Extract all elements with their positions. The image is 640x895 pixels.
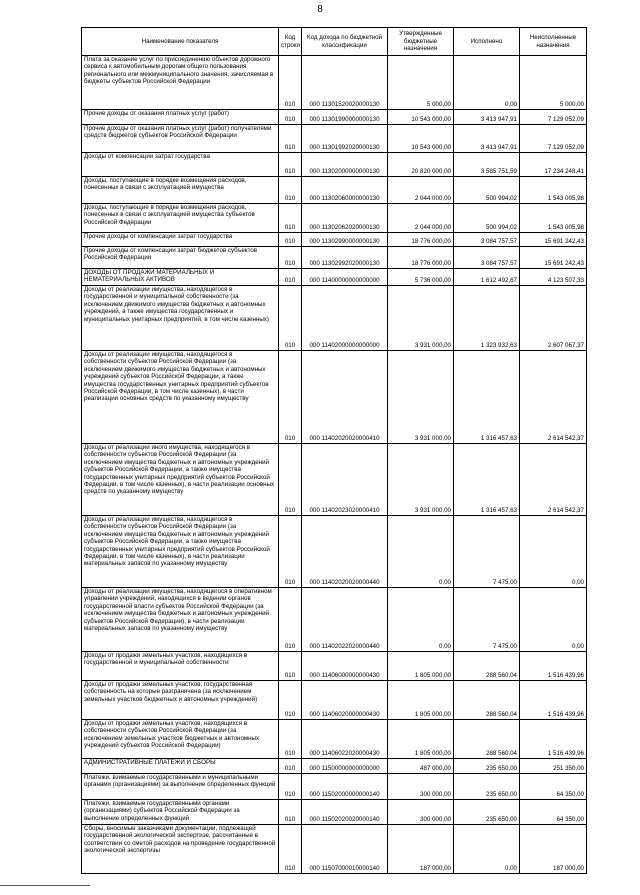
cell-approved: 2 044 000,00 — [388, 177, 454, 204]
cell-classification-code: 000 11302060000000130 — [302, 177, 388, 204]
cell-remaining: 2 614 542,37 — [520, 351, 587, 444]
cell-executed: 500 994,02 — [454, 204, 520, 233]
cell-line-code: 010 — [279, 56, 302, 110]
table-row — [82, 681, 587, 720]
cell-indicator-name: Сборы, вносимые заказчиками документации, подлежащей государственной экологической экспертизе, рассчитанные в соответствии со сметой расходов на проведение государственной экологической экспертизы — [82, 825, 279, 874]
cell-remaining: 1 543 005,98 — [520, 177, 587, 204]
cell-remaining: 15 691 242,43 — [520, 233, 587, 247]
cell-remaining: 0,00 — [520, 588, 587, 652]
cell-classification-code: 000 11402022020000440 — [302, 588, 388, 652]
cell-indicator-name: Плата за оказание услуг по присоединению объектов дорожного сервиса к автомобильным дорогам общего пользования регионального или межмуниципального значения, зачисляемая в бюджеты субъектов Российской Федерации — [82, 56, 279, 110]
cell-indicator-name: Доходы от реализации имущества, находящегося в оперативном управлении учреждений, находящихся в ведении органов государственной власти субъектов Российской Федерации (за исключением имущества бюджетных и автономных учреждений субъектов Российской Федерации), в части реализации материальных запасов по указанному имуществу — [82, 588, 279, 652]
cell-approved: 1 805 000,00 — [388, 652, 454, 681]
cell-classification-code: 000 11402000000000000 — [302, 286, 388, 351]
cell-approved: 3 931 000,00 — [388, 444, 454, 516]
cell-indicator-name: Доходы от реализации имущества, находящегося в государственной и муниципальной собственности (за исключением движимого имущества бюджетных и автономных учреждений, а также имущества государственных и муниципальных унитарных предприятий, в том числе казенных) — [82, 286, 279, 351]
cell-line-code: 010 — [279, 269, 302, 286]
cell-executed: 1 612 492,67 — [454, 269, 520, 286]
cell-line-code: 010 — [279, 125, 302, 153]
table-row — [82, 444, 587, 516]
cell-indicator-name: Платежи, взимаемые государственными и муниципальными органами (организациями) за выполнение определенных функций — [82, 774, 279, 800]
cell-approved: 18 776 000,00 — [388, 247, 454, 269]
cell-approved: 3 931 000,00 — [388, 351, 454, 444]
header-line-code: Код строки — [279, 28, 302, 56]
cell-classification-code: 000 11406000000000430 — [302, 652, 388, 681]
cell-classification-code: 000 11302992020000130 — [302, 247, 388, 269]
cell-approved: 5 736 000,00 — [388, 269, 454, 286]
cell-executed: 500 994,02 — [454, 177, 520, 204]
cell-remaining: 7 129 052,09 — [520, 110, 587, 125]
table-row — [82, 800, 587, 825]
cell-remaining: 1 516 439,96 — [520, 720, 587, 759]
cell-approved: 300 000,00 — [388, 800, 454, 825]
cell-executed: 1 316 457,63 — [454, 351, 520, 444]
cell-remaining: 2 614 542,37 — [520, 444, 587, 516]
cell-line-code: 010 — [279, 204, 302, 233]
cell-remaining: 1 516 439,96 — [520, 652, 587, 681]
budget-income-table — [81, 27, 587, 874]
header-executed: Исполнено — [454, 28, 520, 56]
cell-approved: 10 543 000,00 — [388, 110, 454, 125]
cell-approved: 1 805 000,00 — [388, 720, 454, 759]
cell-classification-code: 000 11302000000000130 — [302, 153, 388, 177]
cell-classification-code: 000 11402020020000410 — [302, 351, 388, 444]
cell-indicator-name: Доходы от компенсации затрат государства — [82, 153, 279, 177]
cell-executed: 288 560,04 — [454, 681, 520, 720]
cell-indicator-name: Доходы от реализации имущества, находящегося в собственности субъектов Российской Федерации (за исключением имущества бюджетных и автономных учреждений субъектов Российской Федерации, а также имущества государственных унитарных предприятий субъектов Российской Федерации, в том числе казенных), в части реализации материальных запасов по указанному имуществу — [82, 516, 279, 588]
table-header-row — [82, 28, 587, 56]
cell-remaining: 2 607 067,37 — [520, 286, 587, 351]
cell-executed: 1 316 457,63 — [454, 444, 520, 516]
cell-executed: 7 475,00 — [454, 588, 520, 652]
cell-line-code: 010 — [279, 516, 302, 588]
cell-executed: 3 084 757,57 — [454, 233, 520, 247]
cell-indicator-name: Доходы от продажи земельных участков, находящихся в собственности субъектов Российской Федерации (за исключением земельных участков бюджетных и автономных учреждений субъектов Российской Федерации) — [82, 720, 279, 759]
cell-line-code: 010 — [279, 774, 302, 800]
table-row — [82, 286, 587, 351]
table-row — [82, 204, 587, 233]
cell-executed: 0,00 — [454, 56, 520, 110]
header-approved: Утвержденные бюджетные назначения — [388, 28, 454, 56]
cell-indicator-name: Доходы, поступающие в порядке возмещения расходов, понесенных в связи с эксплуатацией имущества субъектов Российской Федерации — [82, 204, 279, 233]
page-number: 8 — [317, 4, 323, 15]
cell-remaining: 7 129 052,09 — [520, 125, 587, 153]
cell-line-code: 010 — [279, 286, 302, 351]
table-row — [82, 351, 587, 444]
cell-remaining: 5 000,00 — [520, 56, 587, 110]
cell-line-code: 010 — [279, 153, 302, 177]
cell-classification-code: 000 11302062020000130 — [302, 204, 388, 233]
cell-executed: 235 650,00 — [454, 759, 520, 774]
cell-approved: 487 000,00 — [388, 759, 454, 774]
cell-approved: 3 931 000,00 — [388, 286, 454, 351]
cell-indicator-name: Прочие доходы от оказания платных услуг (работ) — [82, 110, 279, 125]
cell-indicator-name: Доходы от реализации имущества, находящегося в собственности субъектов Российской Федерации (за исключением движимого имущества бюджетных и автономных учреждений субъектов Российской Федерации, а также имущества государственных унитарных предприятий субъектов Российской Федерации, в том числе казенных), в части реализации основных средств по указанному имуществу — [82, 351, 279, 444]
cell-approved: 10 543 000,00 — [388, 125, 454, 153]
cell-line-code: 010 — [279, 681, 302, 720]
cell-indicator-name: ДОХОДЫ ОТ ПРОДАЖИ МАТЕРИАЛЬНЫХ И НЕМАТЕРИАЛЬНЫХ АКТИВОВ — [82, 269, 279, 286]
cell-classification-code: 000 11302990000000130 — [302, 233, 388, 247]
cell-classification-code: 000 11500000000000000 — [302, 759, 388, 774]
cell-executed: 1 323 932,63 — [454, 286, 520, 351]
cell-line-code: 010 — [279, 652, 302, 681]
cell-indicator-name: Прочие доходы от компенсации затрат бюджетов субъектов Российской Федерации — [82, 247, 279, 269]
cell-line-code: 010 — [279, 177, 302, 204]
cell-classification-code: 000 11502000000000140 — [302, 774, 388, 800]
table-row — [82, 516, 587, 588]
cell-indicator-name: Доходы от реализации иного имущества, находящегося в собственности субъектов Российской Федерации (за исключением имущества бюджетных и автономных учреждений субъектов Российской Федерации, а также имущества государственных унитарных предприятий субъектов Российской Федерации, в том числе казенных), в части реализации основных средств по указанному имуществу — [82, 444, 279, 516]
cell-executed: 3 084 757,57 — [454, 247, 520, 269]
cell-remaining: 17 234 248,41 — [520, 153, 587, 177]
table-row — [82, 774, 587, 800]
cell-line-code: 010 — [279, 720, 302, 759]
cell-line-code: 010 — [279, 825, 302, 874]
cell-line-code: 010 — [279, 110, 302, 125]
cell-remaining: 1 543 005,98 — [520, 204, 587, 233]
cell-line-code: 010 — [279, 247, 302, 269]
cell-remaining: 64 350,00 — [520, 800, 587, 825]
cell-line-code: 010 — [279, 444, 302, 516]
cell-remaining: 0,00 — [520, 516, 587, 588]
table-row — [82, 56, 587, 110]
cell-line-code: 010 — [279, 759, 302, 774]
cell-classification-code: 000 11301990000000130 — [302, 110, 388, 125]
table-row — [82, 720, 587, 759]
cell-indicator-name: Доходы, поступающие в порядке возмещения расходов, понесенных в связи с эксплуатацией имущества — [82, 177, 279, 204]
cell-indicator-name: Платежи, взимаемые государственными органами (организациями) субъектов Российской Федерации за выполнение определенных функций — [82, 800, 279, 825]
cell-executed: 3 413 947,91 — [454, 125, 520, 153]
header-remaining: Неисполненные назначения — [520, 28, 587, 56]
table-row — [82, 125, 587, 153]
cell-approved: 300 000,00 — [388, 774, 454, 800]
cell-classification-code: 000 11301520020000130 — [302, 56, 388, 110]
header-classification-code: Код дохода по бюджетной классификации — [302, 28, 388, 56]
cell-classification-code: 000 11507000010000140 — [302, 825, 388, 874]
cell-classification-code: 000 11301992020000130 — [302, 125, 388, 153]
cell-indicator-name: Прочие доходы от оказания платных услуг (работ) получателями средств бюджетов субъектов Российской Федерации — [82, 125, 279, 153]
cell-classification-code: 000 11406020000000430 — [302, 681, 388, 720]
table-row — [82, 825, 587, 874]
cell-indicator-name: АДМИНИСТРАТИВНЫЕ ПЛАТЕЖИ И СБОРЫ — [82, 759, 279, 774]
cell-executed: 7 475,00 — [454, 516, 520, 588]
cell-approved: 5 000,00 — [388, 56, 454, 110]
table-row — [82, 269, 587, 286]
table-row — [82, 652, 587, 681]
table-row — [82, 233, 587, 247]
header-indicator-name: Наименование показателя — [82, 28, 279, 56]
cell-remaining: 251 350,00 — [520, 759, 587, 774]
cell-approved: 0,00 — [388, 588, 454, 652]
cell-indicator-name: Доходы от продажи земельных участков, государственная собственность на которые разграничена (за исключением земельных участков бюджетных и автономных учреждений) — [82, 681, 279, 720]
table-row — [82, 153, 587, 177]
cell-approved: 0,00 — [388, 516, 454, 588]
table-row — [82, 110, 587, 125]
cell-classification-code: 000 11406022020000430 — [302, 720, 388, 759]
cell-indicator-name: Доходы от продажи земельных участков, находящихся в государственной и муниципальной собственности — [82, 652, 279, 681]
cell-line-code: 010 — [279, 351, 302, 444]
cell-executed: 288 560,04 — [454, 652, 520, 681]
cell-line-code: 010 — [279, 800, 302, 825]
cell-classification-code: 000 11400000000000000 — [302, 269, 388, 286]
cell-classification-code: 000 11402020020000440 — [302, 516, 388, 588]
cell-approved: 20 820 000,00 — [388, 153, 454, 177]
cell-remaining: 187 000,00 — [520, 825, 587, 874]
table-row — [82, 177, 587, 204]
cell-executed: 0,00 — [454, 825, 520, 874]
cell-executed: 235 650,00 — [454, 800, 520, 825]
cell-executed: 3 585 751,59 — [454, 153, 520, 177]
cell-executed: 235 650,00 — [454, 774, 520, 800]
cell-approved: 1 805 000,00 — [388, 681, 454, 720]
cell-classification-code: 000 11402023020000410 — [302, 444, 388, 516]
cell-executed: 288 560,04 — [454, 720, 520, 759]
cell-line-code: 010 — [279, 233, 302, 247]
cell-approved: 187 000,00 — [388, 825, 454, 874]
cell-remaining: 4 123 507,33 — [520, 269, 587, 286]
cell-classification-code: 000 11502020020000140 — [302, 800, 388, 825]
footer-rule — [0, 885, 90, 886]
cell-executed: 3 413 947,91 — [454, 110, 520, 125]
table-row — [82, 247, 587, 269]
cell-remaining: 15 691 242,43 — [520, 247, 587, 269]
cell-approved: 18 776 000,00 — [388, 233, 454, 247]
cell-approved: 2 044 000,00 — [388, 204, 454, 233]
cell-remaining: 1 516 439,96 — [520, 681, 587, 720]
cell-line-code: 010 — [279, 588, 302, 652]
table-row — [82, 759, 587, 774]
cell-remaining: 64 350,00 — [520, 774, 587, 800]
table-row — [82, 588, 587, 652]
cell-indicator-name: Прочие доходы от компенсации затрат государства — [82, 233, 279, 247]
